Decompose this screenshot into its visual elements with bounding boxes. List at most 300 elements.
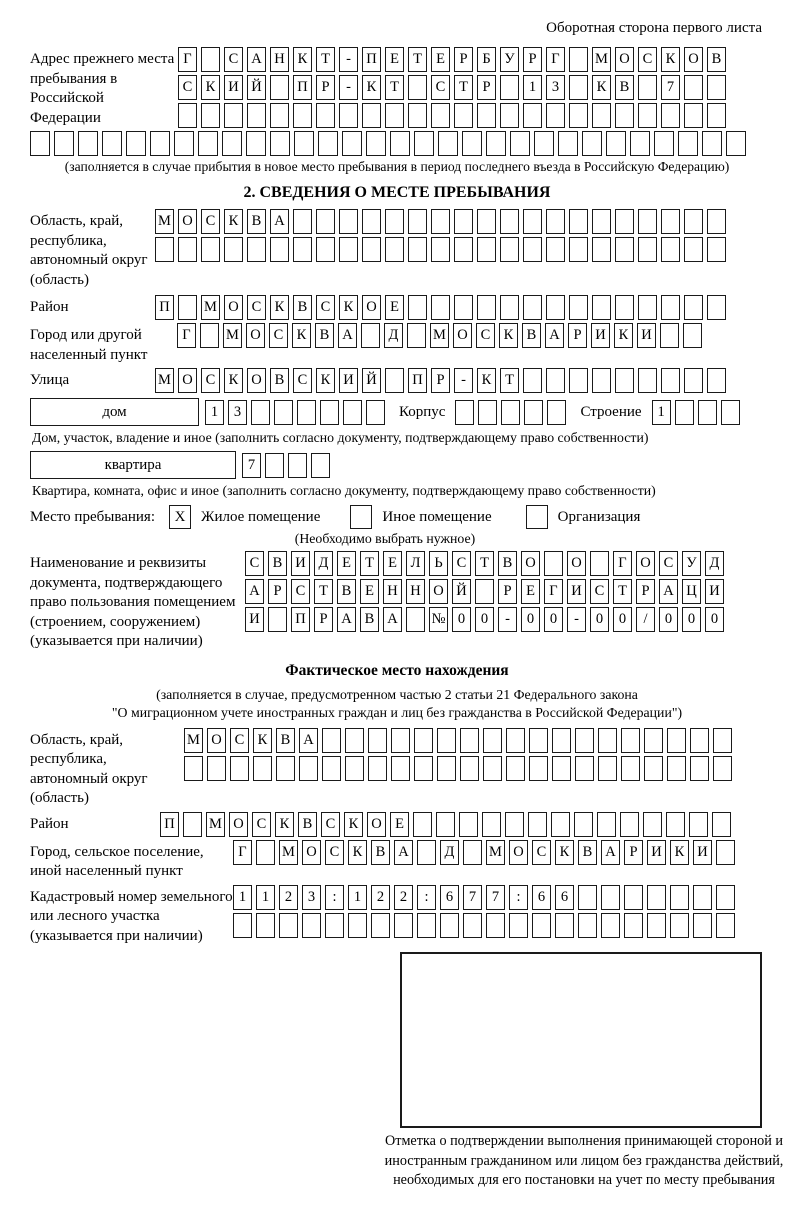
char-box[interactable]: С xyxy=(452,551,471,576)
char-box[interactable] xyxy=(368,728,387,753)
char-box[interactable]: Г xyxy=(544,579,563,604)
char-box[interactable]: Г xyxy=(178,47,197,72)
char-box[interactable]: С xyxy=(321,812,340,837)
char-box[interactable] xyxy=(689,812,708,837)
char-box[interactable] xyxy=(660,323,679,348)
char-box[interactable] xyxy=(224,103,243,128)
char-box[interactable]: Т xyxy=(385,75,404,100)
char-box[interactable]: Т xyxy=(408,47,427,72)
char-box[interactable] xyxy=(311,453,330,478)
char-box[interactable]: И xyxy=(291,551,310,576)
char-box[interactable] xyxy=(253,756,272,781)
char-box[interactable] xyxy=(126,131,146,156)
char-box[interactable] xyxy=(486,913,505,938)
char-box[interactable] xyxy=(638,237,657,262)
char-box[interactable]: О xyxy=(246,323,265,348)
char-box[interactable]: О xyxy=(684,47,703,72)
char-box[interactable] xyxy=(417,913,436,938)
char-box[interactable]: - xyxy=(339,47,358,72)
char-box[interactable] xyxy=(437,756,456,781)
char-box[interactable] xyxy=(316,103,335,128)
char-box[interactable]: 7 xyxy=(661,75,680,100)
char-box[interactable] xyxy=(224,237,243,262)
char-box[interactable] xyxy=(528,812,547,837)
char-box[interactable]: Б xyxy=(477,47,496,72)
house-type-box[interactable]: дом xyxy=(30,398,199,426)
char-box[interactable] xyxy=(523,237,542,262)
char-box[interactable] xyxy=(684,368,703,393)
char-box[interactable]: : xyxy=(509,885,528,910)
char-box[interactable]: И xyxy=(637,323,656,348)
char-box[interactable] xyxy=(546,368,565,393)
char-box[interactable] xyxy=(615,237,634,262)
char-box[interactable] xyxy=(174,131,194,156)
char-box[interactable] xyxy=(707,237,726,262)
char-box[interactable]: Д xyxy=(314,551,333,576)
char-box[interactable] xyxy=(601,913,620,938)
char-box[interactable] xyxy=(276,756,295,781)
char-box[interactable]: М xyxy=(155,209,174,234)
char-box[interactable] xyxy=(339,103,358,128)
char-box[interactable]: У xyxy=(682,551,701,576)
char-box[interactable] xyxy=(523,295,542,320)
char-box[interactable] xyxy=(230,756,249,781)
char-box[interactable] xyxy=(578,885,597,910)
char-box[interactable] xyxy=(198,131,218,156)
char-box[interactable] xyxy=(558,131,578,156)
char-box[interactable] xyxy=(390,131,410,156)
char-box[interactable] xyxy=(431,237,450,262)
char-box[interactable] xyxy=(343,400,362,425)
char-box[interactable] xyxy=(569,103,588,128)
char-box[interactable]: А xyxy=(337,607,356,632)
char-box[interactable] xyxy=(368,756,387,781)
char-box[interactable]: И xyxy=(705,579,724,604)
char-box[interactable]: 1 xyxy=(205,400,224,425)
char-box[interactable] xyxy=(684,237,703,262)
char-box[interactable]: К xyxy=(270,295,289,320)
char-box[interactable] xyxy=(102,131,122,156)
char-box[interactable] xyxy=(569,47,588,72)
char-box[interactable] xyxy=(385,368,404,393)
char-box[interactable] xyxy=(408,209,427,234)
char-box[interactable] xyxy=(201,237,220,262)
char-box[interactable]: П xyxy=(155,295,174,320)
char-box[interactable]: А xyxy=(394,840,413,865)
char-box[interactable]: С xyxy=(293,368,312,393)
char-box[interactable]: О xyxy=(362,295,381,320)
char-box[interactable] xyxy=(726,131,746,156)
char-box[interactable] xyxy=(505,812,524,837)
char-box[interactable]: 1 xyxy=(523,75,542,100)
char-box[interactable] xyxy=(524,400,543,425)
char-box[interactable] xyxy=(270,131,290,156)
char-box[interactable] xyxy=(371,913,390,938)
char-box[interactable]: 3 xyxy=(546,75,565,100)
char-box[interactable] xyxy=(408,295,427,320)
char-box[interactable]: В xyxy=(522,323,541,348)
char-box[interactable]: Е xyxy=(360,579,379,604)
char-box[interactable] xyxy=(615,103,634,128)
char-box[interactable]: Р xyxy=(477,75,496,100)
char-box[interactable] xyxy=(707,209,726,234)
char-box[interactable] xyxy=(707,295,726,320)
char-box[interactable] xyxy=(621,728,640,753)
char-box[interactable] xyxy=(207,756,226,781)
char-box[interactable]: С xyxy=(431,75,450,100)
apartment-type-box[interactable]: квартира xyxy=(30,451,236,479)
char-box[interactable] xyxy=(408,237,427,262)
char-box[interactable]: С xyxy=(245,551,264,576)
char-box[interactable]: П xyxy=(362,47,381,72)
char-box[interactable] xyxy=(431,103,450,128)
char-box[interactable] xyxy=(683,323,702,348)
char-box[interactable]: В xyxy=(371,840,390,865)
char-box[interactable]: О xyxy=(367,812,386,837)
char-box[interactable] xyxy=(546,103,565,128)
char-box[interactable] xyxy=(361,323,380,348)
char-box[interactable]: / xyxy=(636,607,655,632)
char-box[interactable]: М xyxy=(206,812,225,837)
char-box[interactable] xyxy=(532,913,551,938)
char-box[interactable]: К xyxy=(292,323,311,348)
char-box[interactable]: М xyxy=(184,728,203,753)
char-box[interactable]: М xyxy=(223,323,242,348)
char-box[interactable]: О xyxy=(453,323,472,348)
char-box[interactable]: Н xyxy=(406,579,425,604)
char-box[interactable] xyxy=(661,237,680,262)
char-box[interactable] xyxy=(279,913,298,938)
char-box[interactable] xyxy=(578,913,597,938)
char-box[interactable] xyxy=(348,913,367,938)
char-box[interactable]: К xyxy=(661,47,680,72)
char-box[interactable]: 0 xyxy=(475,607,494,632)
char-box[interactable]: : xyxy=(325,885,344,910)
char-box[interactable] xyxy=(274,400,293,425)
char-box[interactable] xyxy=(293,237,312,262)
char-box[interactable]: С xyxy=(638,47,657,72)
char-box[interactable] xyxy=(322,756,341,781)
char-box[interactable] xyxy=(500,237,519,262)
char-box[interactable] xyxy=(547,400,566,425)
stay-type-checkbox-residential[interactable]: X xyxy=(169,505,191,529)
char-box[interactable] xyxy=(477,103,496,128)
char-box[interactable] xyxy=(408,103,427,128)
char-box[interactable]: А xyxy=(545,323,564,348)
char-box[interactable] xyxy=(462,131,482,156)
char-box[interactable] xyxy=(454,103,473,128)
char-box[interactable] xyxy=(690,756,709,781)
char-box[interactable] xyxy=(569,295,588,320)
char-box[interactable]: 7 xyxy=(242,453,261,478)
char-box[interactable]: Т xyxy=(500,368,519,393)
char-box[interactable] xyxy=(222,131,242,156)
char-box[interactable]: А xyxy=(601,840,620,865)
char-box[interactable] xyxy=(385,103,404,128)
char-box[interactable] xyxy=(299,756,318,781)
char-box[interactable] xyxy=(270,103,289,128)
char-box[interactable] xyxy=(294,131,314,156)
char-box[interactable] xyxy=(407,323,426,348)
char-box[interactable]: Г xyxy=(177,323,196,348)
char-box[interactable] xyxy=(670,913,689,938)
char-box[interactable] xyxy=(302,913,321,938)
char-box[interactable]: С xyxy=(590,579,609,604)
char-box[interactable] xyxy=(523,209,542,234)
char-box[interactable]: Т xyxy=(360,551,379,576)
char-box[interactable] xyxy=(477,237,496,262)
char-box[interactable] xyxy=(592,103,611,128)
char-box[interactable] xyxy=(316,237,335,262)
char-box[interactable]: Е xyxy=(337,551,356,576)
char-box[interactable] xyxy=(551,812,570,837)
char-box[interactable] xyxy=(339,209,358,234)
char-box[interactable] xyxy=(320,400,339,425)
char-box[interactable]: 0 xyxy=(590,607,609,632)
char-box[interactable]: С xyxy=(476,323,495,348)
char-box[interactable] xyxy=(630,131,650,156)
char-box[interactable] xyxy=(670,885,689,910)
char-box[interactable] xyxy=(575,728,594,753)
char-box[interactable]: 0 xyxy=(659,607,678,632)
char-box[interactable] xyxy=(414,131,434,156)
char-box[interactable] xyxy=(606,131,626,156)
char-box[interactable]: - xyxy=(454,368,473,393)
char-box[interactable]: У xyxy=(500,47,519,72)
char-box[interactable]: Д xyxy=(440,840,459,865)
char-box[interactable] xyxy=(534,131,554,156)
char-box[interactable]: О xyxy=(636,551,655,576)
char-box[interactable] xyxy=(716,913,735,938)
stay-type-checkbox-other[interactable] xyxy=(350,505,372,529)
char-box[interactable] xyxy=(684,75,703,100)
char-box[interactable]: А xyxy=(383,607,402,632)
char-box[interactable]: 0 xyxy=(521,607,540,632)
char-box[interactable] xyxy=(366,131,386,156)
char-box[interactable]: М xyxy=(592,47,611,72)
char-box[interactable] xyxy=(638,368,657,393)
char-box[interactable] xyxy=(184,756,203,781)
char-box[interactable] xyxy=(293,209,312,234)
char-box[interactable] xyxy=(707,103,726,128)
char-box[interactable] xyxy=(413,812,432,837)
char-box[interactable] xyxy=(552,756,571,781)
char-box[interactable] xyxy=(362,209,381,234)
char-box[interactable] xyxy=(615,209,634,234)
char-box[interactable] xyxy=(647,913,666,938)
char-box[interactable]: В xyxy=(276,728,295,753)
char-box[interactable] xyxy=(431,209,450,234)
char-box[interactable]: В xyxy=(315,323,334,348)
char-box[interactable]: О xyxy=(247,368,266,393)
char-box[interactable]: Т xyxy=(454,75,473,100)
char-box[interactable]: Ь xyxy=(429,551,448,576)
char-box[interactable]: М xyxy=(430,323,449,348)
char-box[interactable]: Р xyxy=(568,323,587,348)
char-box[interactable] xyxy=(624,913,643,938)
char-box[interactable] xyxy=(256,913,275,938)
char-box[interactable] xyxy=(500,295,519,320)
char-box[interactable]: В xyxy=(615,75,634,100)
char-box[interactable] xyxy=(506,756,525,781)
char-box[interactable]: В xyxy=(268,551,287,576)
char-box[interactable]: 1 xyxy=(233,885,252,910)
char-box[interactable]: Р xyxy=(498,579,517,604)
char-box[interactable] xyxy=(702,131,722,156)
char-box[interactable] xyxy=(440,913,459,938)
char-box[interactable]: К xyxy=(293,47,312,72)
char-box[interactable]: И xyxy=(647,840,666,865)
char-box[interactable]: С xyxy=(201,368,220,393)
char-box[interactable]: - xyxy=(498,607,517,632)
char-box[interactable]: Е xyxy=(385,47,404,72)
char-box[interactable] xyxy=(316,209,335,234)
char-box[interactable]: С xyxy=(201,209,220,234)
char-box[interactable] xyxy=(483,756,502,781)
char-box[interactable] xyxy=(178,295,197,320)
char-box[interactable]: К xyxy=(316,368,335,393)
char-box[interactable] xyxy=(293,103,312,128)
char-box[interactable] xyxy=(575,756,594,781)
char-box[interactable] xyxy=(477,209,496,234)
char-box[interactable] xyxy=(362,237,381,262)
char-box[interactable]: Е xyxy=(390,812,409,837)
char-box[interactable] xyxy=(455,400,474,425)
char-box[interactable]: Ц xyxy=(682,579,701,604)
char-box[interactable] xyxy=(431,295,450,320)
char-box[interactable]: И xyxy=(567,579,586,604)
char-box[interactable]: Й xyxy=(452,579,471,604)
char-box[interactable] xyxy=(54,131,74,156)
char-box[interactable] xyxy=(318,131,338,156)
char-box[interactable] xyxy=(178,237,197,262)
char-box[interactable]: Д xyxy=(705,551,724,576)
char-box[interactable]: Т xyxy=(314,579,333,604)
char-box[interactable]: С xyxy=(659,551,678,576)
char-box[interactable] xyxy=(391,756,410,781)
char-box[interactable] xyxy=(546,209,565,234)
char-box[interactable]: В xyxy=(498,551,517,576)
char-box[interactable] xyxy=(201,47,220,72)
char-box[interactable] xyxy=(643,812,662,837)
char-box[interactable]: Р xyxy=(431,368,450,393)
char-box[interactable] xyxy=(544,551,563,576)
char-box[interactable] xyxy=(592,295,611,320)
char-box[interactable] xyxy=(713,728,732,753)
char-box[interactable]: К xyxy=(670,840,689,865)
char-box[interactable] xyxy=(661,209,680,234)
char-box[interactable]: 6 xyxy=(440,885,459,910)
char-box[interactable] xyxy=(500,209,519,234)
char-box[interactable]: А xyxy=(659,579,678,604)
char-box[interactable] xyxy=(684,103,703,128)
char-box[interactable]: П xyxy=(408,368,427,393)
char-box[interactable] xyxy=(459,812,478,837)
char-box[interactable] xyxy=(178,103,197,128)
char-box[interactable]: О xyxy=(224,295,243,320)
char-box[interactable] xyxy=(597,812,616,837)
char-box[interactable]: 2 xyxy=(279,885,298,910)
char-box[interactable]: К xyxy=(344,812,363,837)
char-box[interactable]: - xyxy=(339,75,358,100)
char-box[interactable] xyxy=(463,913,482,938)
char-box[interactable] xyxy=(569,209,588,234)
char-box[interactable] xyxy=(150,131,170,156)
char-box[interactable]: О xyxy=(429,579,448,604)
char-box[interactable]: Л xyxy=(406,551,425,576)
char-box[interactable] xyxy=(582,131,602,156)
char-box[interactable]: В xyxy=(337,579,356,604)
char-box[interactable] xyxy=(621,756,640,781)
char-box[interactable] xyxy=(414,728,433,753)
char-box[interactable] xyxy=(638,103,657,128)
char-box[interactable]: Т xyxy=(475,551,494,576)
char-box[interactable] xyxy=(523,368,542,393)
char-box[interactable] xyxy=(601,885,620,910)
char-box[interactable]: 7 xyxy=(463,885,482,910)
char-box[interactable] xyxy=(297,400,316,425)
char-box[interactable] xyxy=(201,103,220,128)
stay-type-checkbox-organization[interactable] xyxy=(526,505,548,529)
char-box[interactable]: А xyxy=(247,47,266,72)
char-box[interactable] xyxy=(647,885,666,910)
char-box[interactable] xyxy=(552,728,571,753)
char-box[interactable] xyxy=(438,131,458,156)
char-box[interactable] xyxy=(592,368,611,393)
char-box[interactable] xyxy=(698,400,717,425)
char-box[interactable] xyxy=(638,295,657,320)
char-box[interactable]: О xyxy=(521,551,540,576)
char-box[interactable]: Н xyxy=(270,47,289,72)
char-box[interactable] xyxy=(510,131,530,156)
char-box[interactable]: О xyxy=(178,209,197,234)
char-box[interactable] xyxy=(661,295,680,320)
char-box[interactable] xyxy=(408,75,427,100)
char-box[interactable] xyxy=(460,756,479,781)
char-box[interactable]: № xyxy=(429,607,448,632)
char-box[interactable] xyxy=(638,75,657,100)
char-box[interactable] xyxy=(707,368,726,393)
char-box[interactable]: В xyxy=(247,209,266,234)
char-box[interactable]: Г xyxy=(546,47,565,72)
char-box[interactable] xyxy=(436,812,455,837)
char-box[interactable] xyxy=(644,728,663,753)
char-box[interactable]: Й xyxy=(247,75,266,100)
char-box[interactable]: 0 xyxy=(682,607,701,632)
char-box[interactable] xyxy=(339,237,358,262)
char-box[interactable] xyxy=(256,840,275,865)
char-box[interactable] xyxy=(417,840,436,865)
char-box[interactable] xyxy=(345,728,364,753)
char-box[interactable] xyxy=(251,400,270,425)
char-box[interactable] xyxy=(693,885,712,910)
char-box[interactable]: С xyxy=(325,840,344,865)
char-box[interactable]: М xyxy=(201,295,220,320)
char-box[interactable] xyxy=(406,607,425,632)
char-box[interactable] xyxy=(555,913,574,938)
char-box[interactable] xyxy=(590,551,609,576)
char-box[interactable] xyxy=(366,400,385,425)
char-box[interactable]: К xyxy=(614,323,633,348)
char-box[interactable]: А xyxy=(245,579,264,604)
char-box[interactable] xyxy=(246,131,266,156)
char-box[interactable]: С xyxy=(252,812,271,837)
char-box[interactable]: И xyxy=(693,840,712,865)
char-box[interactable] xyxy=(509,913,528,938)
char-box[interactable] xyxy=(325,913,344,938)
char-box[interactable] xyxy=(712,812,731,837)
char-box[interactable] xyxy=(598,728,617,753)
